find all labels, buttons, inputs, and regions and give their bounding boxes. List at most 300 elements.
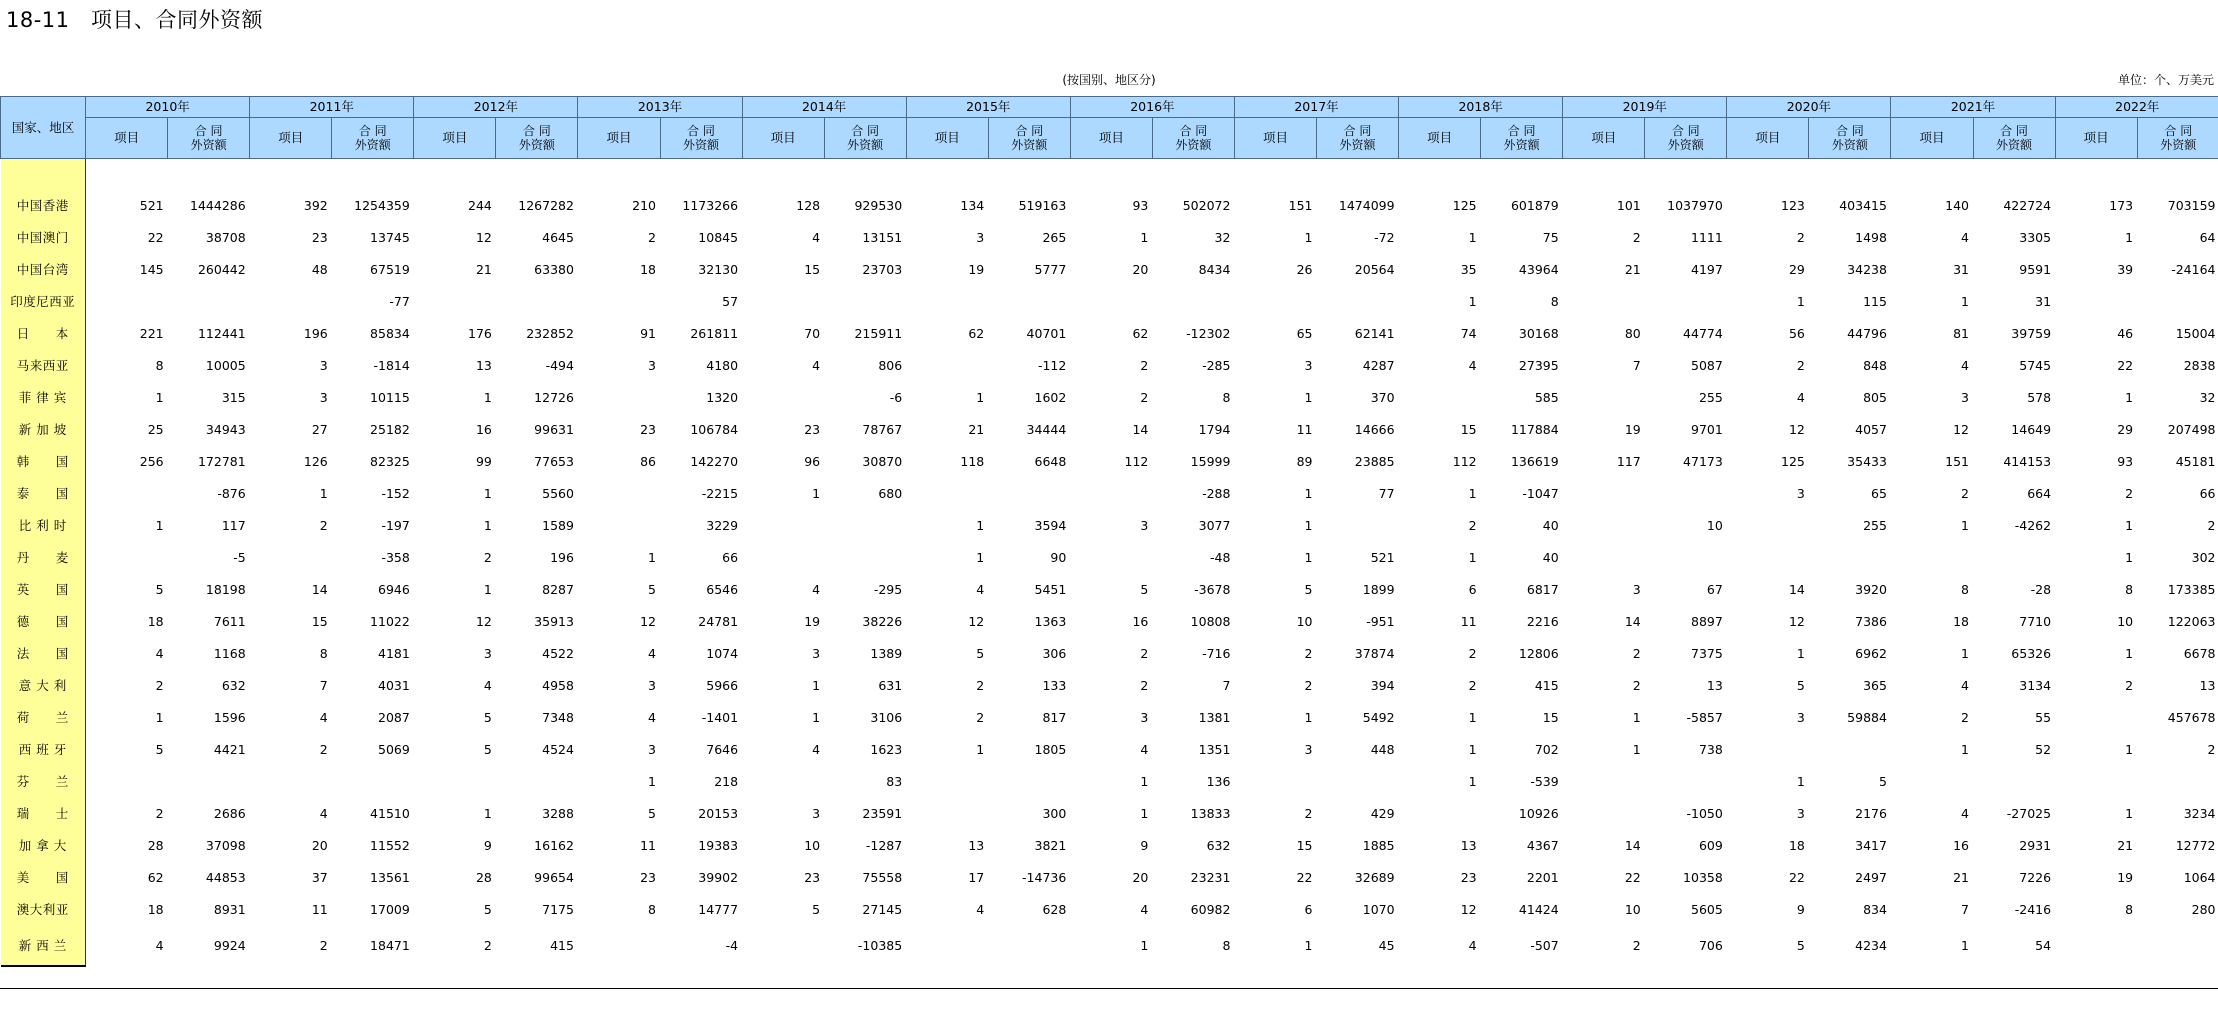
project-count-cell: 19 (968, 261, 985, 277)
contract-amount-cell: 1381 (1198, 709, 1231, 725)
project-count-cell: 1 (1468, 229, 1477, 245)
contract-amount-cell: 1320 (706, 389, 739, 405)
project-count-cell: 4 (1140, 741, 1149, 757)
table-row (1, 797, 2218, 829)
contract-amount-cell: 1064 (2183, 869, 2216, 885)
project-count-cell: 2 (976, 709, 985, 725)
corner-header: 国家、地区 (1, 97, 86, 159)
contract-amount-cell: 265 (1042, 229, 1067, 245)
project-count-cell: 91 (640, 325, 656, 341)
contract-amount-cell: 52 (2035, 741, 2052, 757)
contract-amount-cell: 7348 (542, 709, 574, 725)
contract-amount-cell: 15999 (1190, 453, 1231, 469)
contract-amount-cell: -12302 (1186, 325, 1231, 341)
project-header: 项目 (578, 118, 660, 159)
country-name-cell: 日 本 (1, 317, 86, 349)
contract-amount-cell: 41510 (370, 805, 410, 821)
contract-amount-cell: 370 (1370, 389, 1395, 405)
contract-amount-header (2137, 118, 2218, 159)
year-header: 2020年 (1727, 97, 1891, 118)
contract-amount-cell: 3077 (1198, 517, 1231, 533)
contract-amount-cell: 4645 (542, 229, 574, 245)
project-count-cell: 1 (483, 485, 492, 501)
project-count-cell: 1 (1304, 938, 1313, 953)
project-header: 项目 (1399, 118, 1481, 159)
contract-amount-cell: 99654 (534, 869, 574, 885)
project-count-cell: 1 (1304, 549, 1313, 565)
project-count-cell: 256 (139, 453, 164, 469)
contract-amount-cell: 300 (1042, 805, 1067, 821)
contract-amount-header (1481, 118, 1563, 159)
project-count-cell: 13 (1460, 837, 1477, 853)
contract-amount-cell: 521 (1370, 549, 1395, 565)
contract-amount-cell: 2838 (2183, 357, 2216, 373)
table-row (1, 541, 2218, 573)
spacer-cell (86, 159, 2218, 190)
project-count-cell: 29 (1788, 261, 1805, 277)
project-count-cell: 1 (1140, 938, 1149, 953)
contract-amount-cell: 39902 (698, 869, 739, 885)
contract-amount-cell: 4234 (1855, 938, 1887, 953)
contract-amount-header-line1: 合 同 (687, 124, 715, 138)
project-count-cell (2055, 701, 2137, 733)
project-count-cell: 145 (139, 261, 164, 277)
project-count-cell: 2 (155, 677, 164, 693)
project-count-cell: 65 (1296, 325, 1313, 341)
contract-amount-cell: 136 (1206, 773, 1231, 789)
contract-amount-cell: 14666 (1354, 421, 1395, 437)
project-count-cell: 8 (2125, 581, 2134, 597)
project-count-cell: 4 (1468, 938, 1477, 953)
project-count-cell: 9 (1140, 837, 1149, 853)
project-count-cell (1563, 381, 1645, 413)
contract-amount-cell: -77 (389, 293, 410, 309)
project-count-cell: 2 (1632, 677, 1641, 693)
project-count-cell: 7 (1961, 901, 1969, 917)
project-count-cell: 12 (968, 613, 985, 629)
project-count-cell: 1 (2125, 229, 2134, 245)
project-header: 项目 (742, 118, 824, 159)
project-count-cell: 15 (311, 613, 328, 629)
contract-amount-cell: 24781 (698, 613, 739, 629)
project-count-cell: 5 (483, 901, 492, 917)
contract-amount-cell: 85834 (370, 325, 410, 341)
contract-amount-cell: 457678 (2167, 709, 2216, 725)
contract-amount-cell: 17009 (370, 901, 410, 917)
project-count-cell: 1 (483, 517, 492, 533)
contract-amount-cell: 680 (878, 485, 903, 501)
contract-amount-cell: 5745 (2019, 357, 2052, 373)
project-count-cell: 70 (804, 325, 821, 341)
contract-amount-header-line1: 合 同 (2000, 124, 2028, 138)
project-count-cell: 10 (2117, 613, 2134, 629)
project-count-cell: 101 (1616, 197, 1641, 213)
project-count-cell: 8 (155, 357, 164, 373)
contract-amount-cell: 9591 (2019, 261, 2052, 277)
table-row (1, 221, 2218, 253)
contract-amount-cell: 1168 (213, 645, 246, 661)
project-count-cell: 3 (319, 389, 328, 405)
project-count-cell: 12 (1788, 613, 1805, 629)
contract-amount-header-line1: 合 同 (194, 124, 223, 138)
project-count-cell: 2 (483, 549, 492, 565)
contract-amount-cell: 4197 (1691, 261, 1723, 277)
contract-amount-header-line1: 合 同 (2164, 124, 2193, 138)
contract-amount-cell: 1474099 (1338, 197, 1395, 213)
contract-amount-header-line1: 合 同 (1671, 124, 1700, 138)
project-count-cell (1563, 765, 1645, 797)
contract-amount-cell: 848 (1863, 357, 1887, 373)
contract-amount-cell (1645, 285, 1727, 317)
project-count-cell: 1 (2125, 805, 2134, 821)
project-count-cell: 3 (483, 645, 492, 661)
project-count-cell: 23 (804, 869, 821, 885)
contract-amount-cell: 365 (1863, 677, 1887, 693)
contract-amount-cell: 133 (1042, 677, 1067, 693)
project-count-cell: 4 (483, 677, 492, 693)
project-count-cell: 8 (648, 901, 656, 917)
project-count-cell: 1 (648, 773, 656, 789)
project-count-cell (86, 541, 168, 573)
contract-amount-cell: 1589 (542, 517, 574, 533)
contract-amount-cell: 44774 (1683, 325, 1723, 341)
project-count-cell: 1 (2125, 389, 2134, 405)
project-count-cell (414, 285, 496, 317)
project-count-cell (742, 765, 824, 797)
contract-amount-cell: 6946 (378, 581, 410, 597)
contract-amount-cell: 23591 (862, 805, 903, 821)
contract-amount-cell: 59884 (1847, 709, 1887, 725)
project-count-cell (1563, 797, 1645, 829)
contract-amount-cell: 13745 (370, 229, 410, 245)
contract-amount-cell: 40 (1542, 549, 1559, 565)
contract-amount-header-line1: 合 同 (1015, 124, 1044, 138)
contract-amount-cell (824, 509, 906, 541)
contract-amount-cell: 10 (1706, 517, 1723, 533)
contract-amount-cell: 35913 (534, 613, 574, 629)
project-count-cell: 19 (1624, 421, 1641, 437)
project-count-cell: 1 (812, 485, 821, 501)
contract-amount-cell: 106784 (690, 421, 739, 437)
project-count-cell: 1 (2125, 549, 2134, 565)
contract-amount-header-line2: 外资额 (1503, 138, 1540, 152)
project-count-cell: 22 (147, 229, 164, 245)
contract-amount-cell: 703159 (2167, 197, 2216, 213)
project-count-cell: 2 (1796, 229, 1805, 245)
project-count-cell (578, 285, 660, 317)
project-count-cell: 2 (1140, 645, 1149, 661)
contract-amount-cell: 4031 (378, 677, 410, 693)
country-name-cell: 美 国 (1, 861, 86, 893)
project-count-cell: 1 (1796, 645, 1805, 661)
contract-amount-cell: 60982 (1190, 901, 1231, 917)
contract-amount-cell: 23703 (862, 261, 903, 277)
contract-amount-cell: 82325 (370, 453, 410, 469)
project-count-cell: 19 (804, 613, 821, 629)
project-count-cell: 1 (976, 549, 985, 565)
project-count-cell: 5 (155, 581, 164, 597)
contract-amount-cell: 11022 (370, 613, 410, 629)
contract-amount-cell: -2215 (701, 485, 739, 501)
project-count-cell (1399, 797, 1481, 829)
country-name-cell: 中国台湾 (1, 253, 86, 285)
year-header: 2014年 (742, 97, 906, 118)
project-count-cell: 2 (319, 517, 328, 533)
contract-amount-cell: 30168 (1518, 325, 1559, 341)
project-count-cell: 2 (1632, 229, 1641, 245)
project-count-cell: 3 (648, 677, 656, 693)
project-count-cell: 5 (1796, 677, 1805, 693)
contract-amount-cell: 4180 (706, 357, 739, 373)
contract-amount-cell: 4181 (378, 645, 410, 661)
project-count-cell: 4 (155, 938, 164, 953)
contract-amount-header-line1: 合 同 (1835, 124, 1864, 138)
contract-amount-cell: 47173 (1683, 453, 1723, 469)
country-name-cell: 丹 麦 (1, 541, 86, 573)
project-count-cell: 21 (968, 421, 985, 437)
contract-amount-header-line2: 外资额 (1339, 138, 1376, 152)
project-count-cell: 1 (1304, 229, 1313, 245)
project-count-cell: 126 (303, 453, 328, 469)
contract-amount-header-line1: 合 同 (1507, 124, 1536, 138)
contract-amount-cell: 45 (1378, 938, 1395, 953)
contract-amount-cell (1152, 285, 1234, 317)
project-count-cell: 112 (1452, 453, 1477, 469)
country-name-cell: 澳大利亚 (1, 893, 86, 925)
contract-amount-cell: -1401 (701, 709, 739, 725)
contract-amount-cell (1809, 541, 1891, 573)
contract-amount-cell: 25182 (370, 421, 410, 437)
contract-amount-cell: -27025 (2006, 805, 2052, 821)
contract-amount-cell: 260442 (197, 261, 246, 277)
contract-amount-cell: -28 (2030, 581, 2052, 597)
project-count-cell (1727, 733, 1809, 765)
project-count-cell: 39 (2117, 261, 2134, 277)
contract-amount-cell: 15 (1542, 709, 1559, 725)
contract-amount-cell: 502072 (1182, 197, 1231, 213)
contract-amount-cell: 63380 (534, 261, 574, 277)
contract-amount-cell: 10358 (1683, 869, 1723, 885)
contract-amount-cell: -494 (545, 357, 574, 373)
project-count-cell: 12 (1953, 421, 1969, 437)
contract-amount-cell: 215911 (854, 325, 903, 341)
contract-amount-cell: 37874 (1354, 645, 1395, 661)
contract-amount-cell: 39759 (2011, 325, 2052, 341)
country-name-cell: 新 加 坡 (1, 413, 86, 445)
project-count-cell: 27 (311, 421, 328, 437)
project-count-cell: 1 (648, 549, 656, 565)
project-count-cell: 13 (968, 837, 985, 853)
project-count-cell: 2 (1468, 645, 1477, 661)
contract-amount-cell: 12726 (534, 389, 574, 405)
year-header: 2021年 (1891, 97, 2055, 118)
project-count-cell: 1 (1304, 485, 1313, 501)
project-count-cell: 5 (155, 741, 164, 757)
contract-amount-cell: 32689 (1354, 869, 1395, 885)
contract-amount-cell: 738 (1698, 741, 1723, 757)
contract-amount-cell: 38226 (862, 613, 903, 629)
project-count-cell: 1 (1468, 485, 1477, 501)
project-count-cell: 48 (311, 261, 328, 277)
contract-amount-cell: 8 (1222, 938, 1231, 953)
project-header: 项目 (906, 118, 988, 159)
project-count-cell (906, 349, 988, 381)
contract-amount-cell: 12806 (1518, 645, 1559, 661)
country-name-cell: 意 大 利 (1, 669, 86, 701)
project-count-cell: 1 (483, 581, 492, 597)
contract-amount-cell: 1173266 (682, 197, 739, 213)
project-count-cell: 392 (303, 197, 328, 213)
project-count-cell: 12 (1460, 901, 1477, 917)
project-count-cell: 4 (1468, 357, 1477, 373)
contract-amount-cell: 255 (1863, 517, 1887, 533)
project-header: 项目 (1727, 118, 1809, 159)
project-count-cell (2055, 285, 2137, 317)
project-header: 项目 (1563, 118, 1645, 159)
project-count-cell: 134 (960, 197, 985, 213)
project-count-cell: 1 (1304, 517, 1313, 533)
project-count-cell: 16 (1953, 837, 1969, 853)
project-count-cell: 10 (804, 837, 821, 853)
project-count-cell: 22 (1624, 869, 1641, 885)
project-count-cell: 1 (1961, 741, 1969, 757)
table-row (1, 893, 2218, 925)
project-count-cell: 1 (812, 677, 821, 693)
contract-amount-cell: -295 (873, 581, 903, 597)
contract-amount-cell: 32130 (698, 261, 739, 277)
project-count-cell: 521 (139, 197, 164, 213)
project-count-cell: 1 (1961, 517, 1969, 533)
contract-amount-cell: 13 (1706, 677, 1723, 693)
contract-amount-cell: 66 (722, 549, 739, 565)
contract-amount-cell: 280 (2191, 901, 2216, 917)
project-count-cell: 5 (648, 581, 656, 597)
contract-amount-cell (1317, 509, 1399, 541)
contract-amount-cell: 35433 (1847, 453, 1887, 469)
contract-amount-cell: 5966 (706, 677, 739, 693)
contract-amount-header-line2: 外资额 (1831, 138, 1868, 152)
project-count-cell: 3 (1961, 389, 1969, 405)
project-count-cell: 2 (2125, 677, 2134, 693)
contract-amount-cell: 5605 (1691, 901, 1723, 917)
project-count-cell: 4 (1961, 805, 1969, 821)
project-count-cell: 21 (2117, 837, 2134, 853)
contract-amount-cell (1645, 541, 1727, 573)
contract-amount-cell: 5560 (542, 485, 574, 501)
project-count-cell: 3 (976, 229, 985, 245)
contract-amount-cell: 1037970 (1667, 197, 1723, 213)
project-count-cell: 16 (1132, 613, 1149, 629)
contract-amount-cell: 631 (878, 677, 903, 693)
project-count-cell: 4 (812, 229, 821, 245)
contract-amount-cell: -10385 (857, 938, 903, 953)
project-count-cell: 14 (1132, 421, 1149, 437)
project-count-cell (906, 477, 988, 509)
contract-amount-cell: 10926 (1518, 805, 1559, 821)
project-count-cell (1891, 765, 1973, 797)
contract-amount-cell: 57 (722, 293, 739, 309)
contract-amount-cell (2137, 925, 2218, 966)
project-count-cell (2055, 925, 2137, 966)
project-count-cell: 5 (1304, 581, 1313, 597)
contract-amount-cell: 632 (1206, 837, 1231, 853)
contract-amount-cell: 41424 (1518, 901, 1559, 917)
contract-amount-cell: 14649 (2011, 421, 2052, 437)
contract-amount-cell: 2201 (1526, 869, 1559, 885)
contract-amount-cell: -1814 (373, 357, 410, 373)
contract-amount-cell: 834 (1863, 901, 1887, 917)
project-count-cell: 3 (1304, 741, 1313, 757)
project-count-cell: 1 (155, 389, 164, 405)
project-count-cell: 20 (1132, 869, 1149, 885)
year-header: 2013年 (578, 97, 742, 118)
project-count-cell: 10 (1296, 613, 1313, 629)
project-count-cell: 128 (796, 197, 821, 213)
contract-amount-cell: 4958 (542, 677, 574, 693)
project-count-cell: 221 (139, 325, 164, 341)
project-count-cell: 140 (1945, 197, 1969, 213)
project-count-cell (1727, 541, 1809, 573)
contract-amount-cell (1809, 733, 1891, 765)
project-count-cell: 4 (1796, 389, 1805, 405)
project-count-cell: 13 (475, 357, 492, 373)
project-count-cell: 2 (1304, 645, 1313, 661)
contract-amount-cell: 403415 (1839, 197, 1887, 213)
contract-amount-cell: 30870 (862, 453, 903, 469)
project-count-cell (1563, 509, 1645, 541)
contract-amount-cell: 4287 (1362, 357, 1395, 373)
project-count-cell: 1 (976, 389, 985, 405)
project-count-cell: 11 (1460, 613, 1477, 629)
contract-amount-header (496, 118, 578, 159)
project-count-cell: 2 (1468, 677, 1477, 693)
country-name-cell: 新 西 兰 (1, 925, 86, 966)
country-name-cell: 瑞 士 (1, 797, 86, 829)
contract-amount-cell: 3288 (542, 805, 574, 821)
table-row (1, 765, 2218, 797)
contract-amount-header (1809, 118, 1891, 159)
contract-amount-cell: 601879 (1510, 197, 1559, 213)
project-count-cell: 89 (1296, 453, 1313, 469)
contract-amount-cell: 117884 (1510, 421, 1559, 437)
contract-amount-cell: 255 (1698, 389, 1723, 405)
contract-amount-cell: 13833 (1190, 805, 1231, 821)
contract-amount-cell: 115 (1863, 293, 1887, 309)
contract-amount-cell: 44796 (1847, 325, 1887, 341)
project-count-cell: 12 (475, 229, 492, 245)
project-count-cell (742, 381, 824, 413)
project-count-cell: 14 (311, 581, 328, 597)
contract-amount-header-line1: 合 同 (851, 124, 880, 138)
contract-amount-header-line2: 外资额 (1996, 138, 2033, 152)
data-table (0, 96, 2218, 967)
contract-amount-cell: 2176 (1855, 805, 1887, 821)
project-header: 项目 (1234, 118, 1316, 159)
project-count-cell: 31 (1953, 261, 1969, 277)
contract-amount-cell: 8287 (542, 581, 574, 597)
project-count-cell: 2 (1468, 517, 1477, 533)
project-count-cell: 28 (475, 869, 492, 885)
project-count-cell: 1 (1140, 229, 1149, 245)
contract-amount-cell: -112 (1037, 357, 1067, 373)
project-header: 项目 (1891, 118, 1973, 159)
contract-amount-cell (988, 477, 1070, 509)
contract-amount-cell: 7386 (1855, 613, 1887, 629)
contract-amount-cell: 54 (2035, 938, 2052, 953)
project-count-cell: 5 (483, 741, 492, 757)
contract-amount-cell: -48 (1210, 549, 1231, 565)
contract-amount-cell: 112441 (197, 325, 246, 341)
